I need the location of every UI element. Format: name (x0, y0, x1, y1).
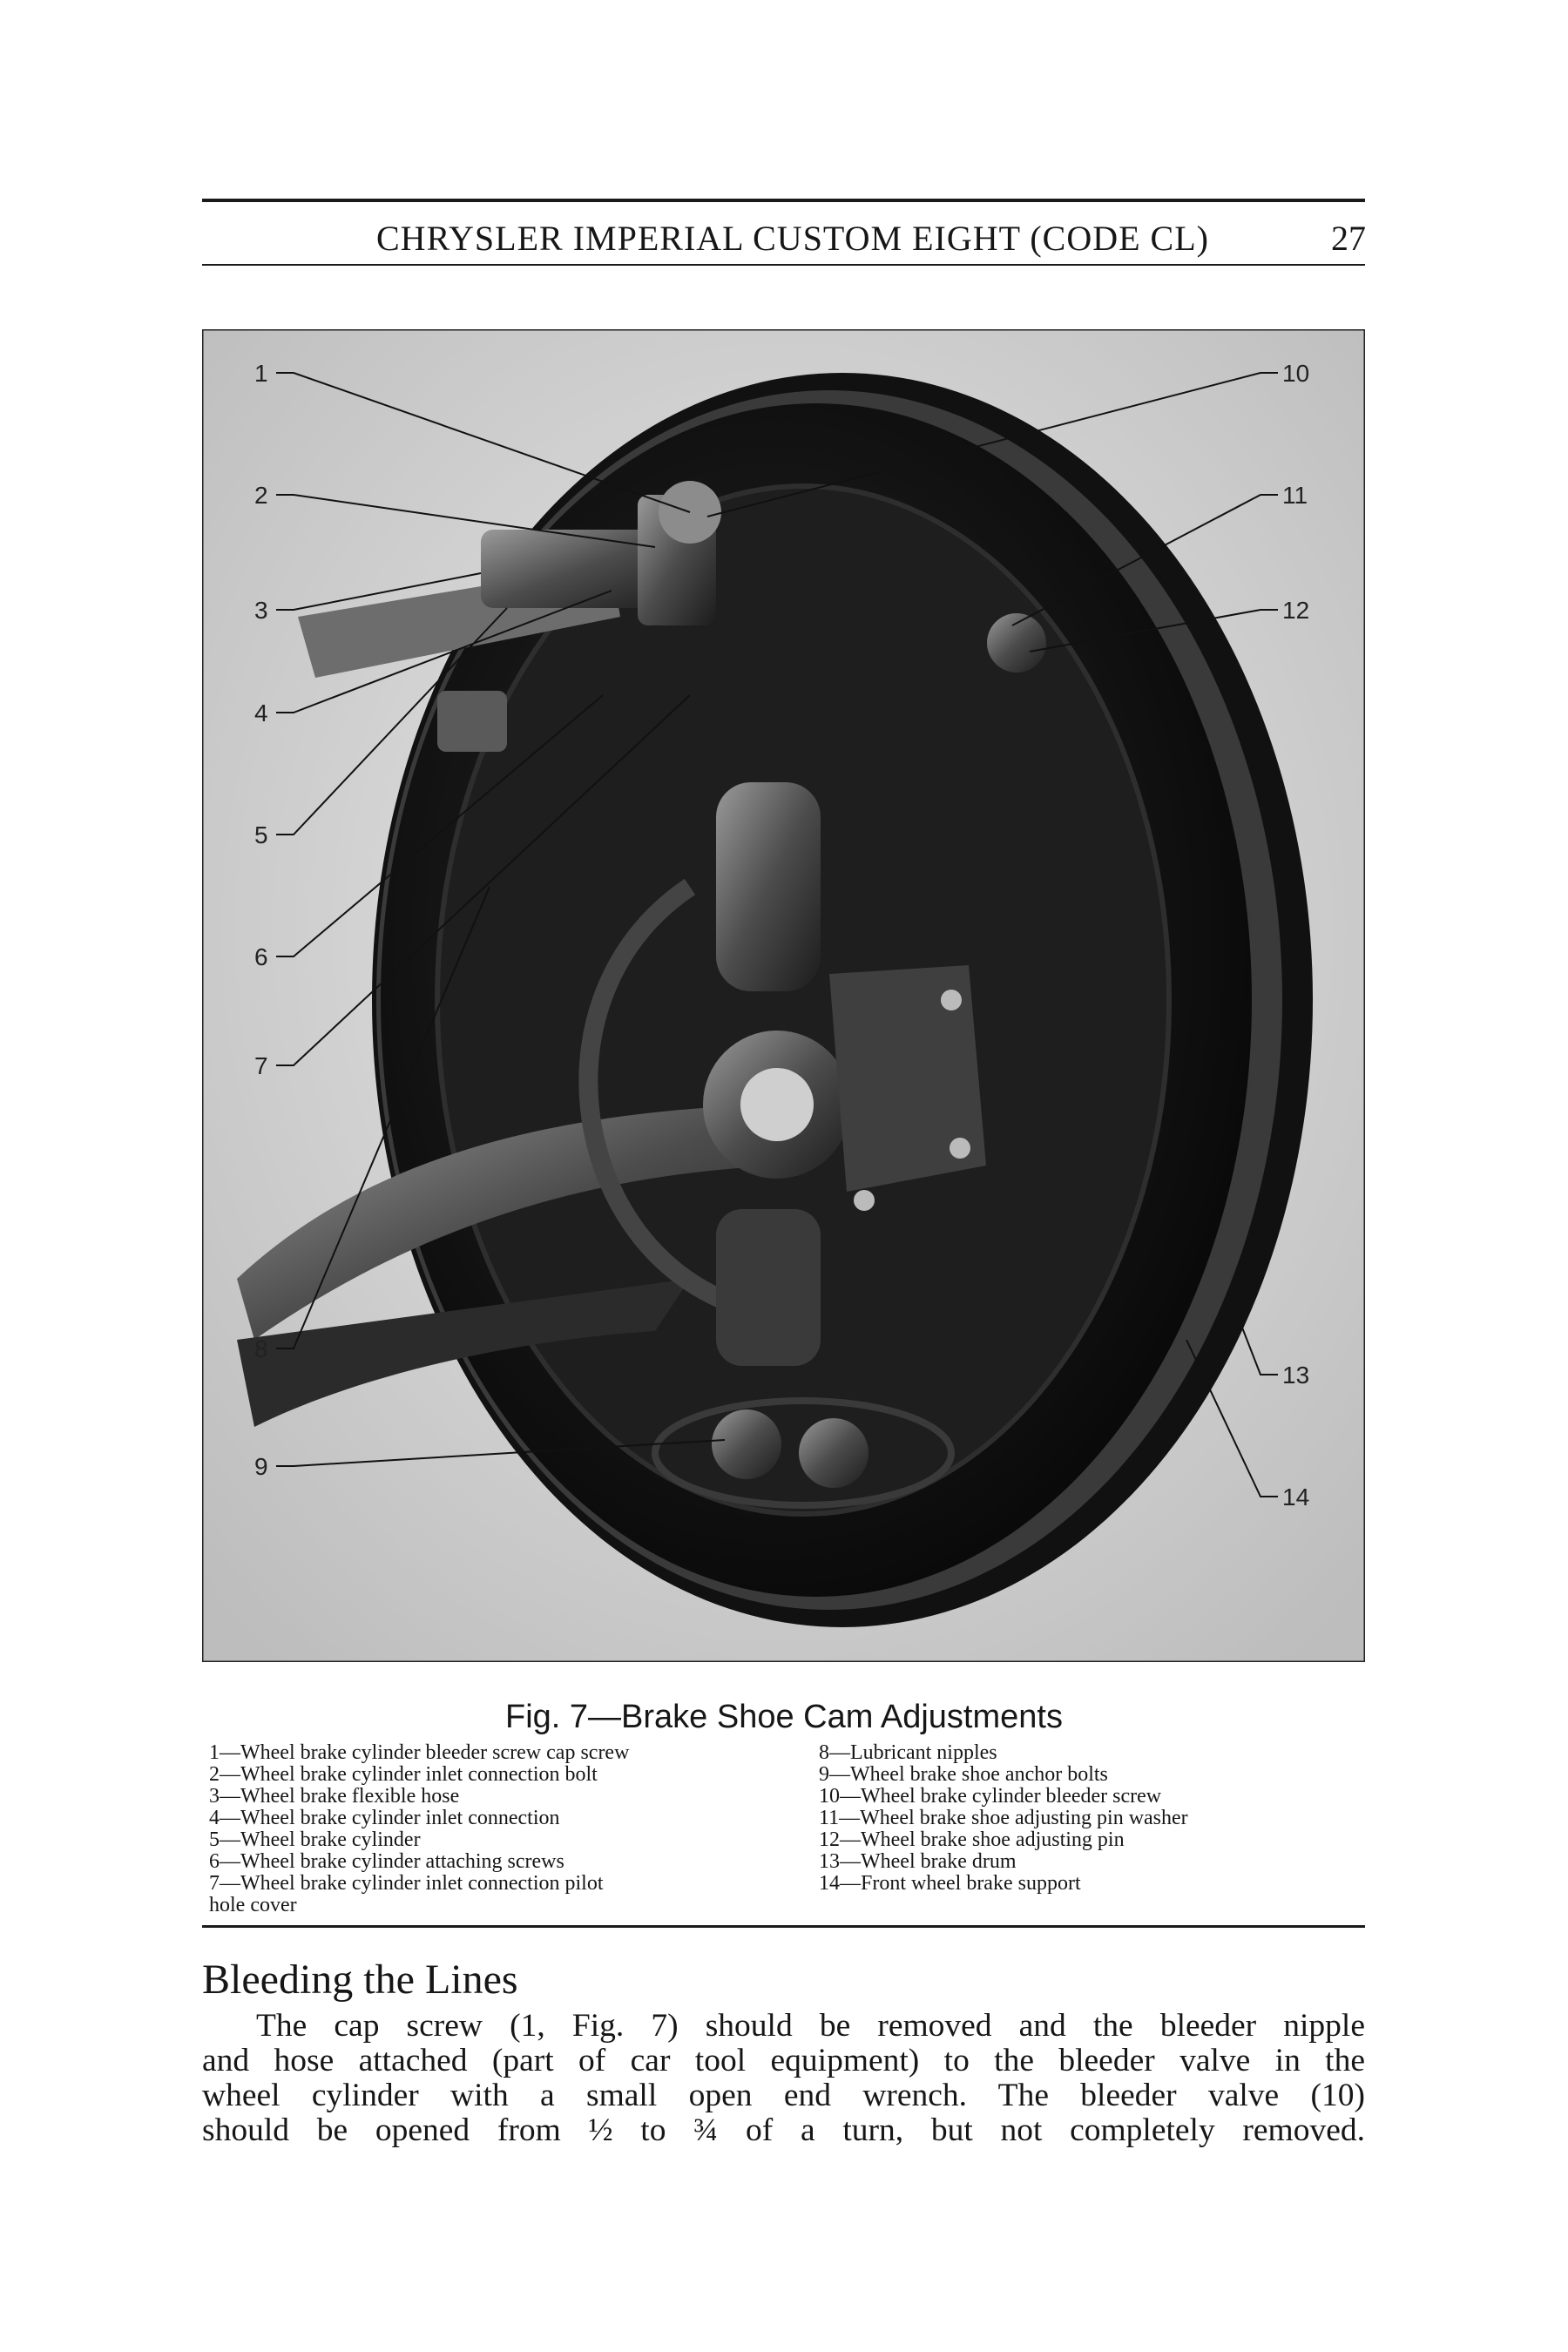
callout-label: 13 (1282, 1362, 1310, 1389)
legend-item: 8—Lubricant nipples (819, 1741, 997, 1764)
figure-caption: Fig. 7—Brake Shoe Cam Adjustments (505, 1699, 1063, 1735)
section-heading: Bleeding the Lines (202, 1957, 518, 2003)
legend-item: 11—Wheel brake shoe adjusting pin washer (819, 1807, 1188, 1829)
header-bottom-rule (202, 264, 1365, 266)
paragraph-line: and hose attached (part of car tool equipment) to the bleeder valve in the (202, 2043, 1365, 2078)
callout-label: 8 (254, 1335, 268, 1362)
page-number: 27 (1331, 219, 1366, 258)
header-top-rule (202, 199, 1365, 202)
paragraph-line: wheel cylinder with a small open end wrench. The bleeder valve (10) (202, 2078, 1365, 2113)
callout-label: 4 (254, 700, 268, 727)
legend-right-column (819, 1742, 1188, 1895)
paragraph-line: The cap screw (1, Fig. 7) should be removed and the bleeder nipple (256, 2008, 1365, 2044)
section-divider (202, 1925, 1365, 1928)
legend-item: 2—Wheel brake cylinder inlet connection bolt (209, 1763, 598, 1786)
legend-item: 5—Wheel brake cylinder (209, 1828, 421, 1851)
legend-item: 1—Wheel brake cylinder bleeder screw cap screw (209, 1741, 630, 1764)
legend-item: 9—Wheel brake shoe anchor bolts (819, 1763, 1108, 1786)
legend-item: 4—Wheel brake cylinder inlet connection (209, 1807, 560, 1829)
legend-item-continuation: hole cover (209, 1894, 297, 1916)
running-header: CHRYSLER IMPERIAL CUSTOM EIGHT (CODE CL) (376, 219, 1209, 258)
callout-label: 2 (254, 482, 268, 509)
callout-label: 9 (254, 1453, 268, 1480)
callout-label: 12 (1282, 597, 1310, 624)
callout-label: 10 (1282, 360, 1310, 387)
legend-item: 14—Front wheel brake support (819, 1872, 1081, 1895)
legend-item: 6—Wheel brake cylinder attaching screws (209, 1850, 564, 1873)
callout-label: 11 (1282, 482, 1308, 509)
callout-label: 1 (254, 360, 268, 387)
legend-item: 12—Wheel brake shoe adjusting pin (819, 1828, 1125, 1851)
paragraph-line: should be opened from ½ to ¾ of a turn, but not completely removed. (202, 2112, 1365, 2148)
brake-assembly-photo (202, 329, 1365, 1662)
legend-item: 7—Wheel brake cylinder inlet connection pilot (209, 1872, 604, 1895)
callout-label: 5 (254, 821, 268, 848)
callout-label: 14 (1282, 1484, 1310, 1511)
legend-item: 10—Wheel brake cylinder bleeder screw (819, 1785, 1162, 1808)
legend-item: 13—Wheel brake drum (819, 1850, 1017, 1873)
callout-label: 7 (254, 1052, 268, 1079)
body-paragraph (202, 2009, 1365, 2148)
legend-item: 3—Wheel brake flexible hose (209, 1785, 460, 1808)
callout-label: 3 (254, 597, 268, 624)
callout-label: 6 (254, 943, 268, 970)
legend-left-column (209, 1742, 629, 1916)
